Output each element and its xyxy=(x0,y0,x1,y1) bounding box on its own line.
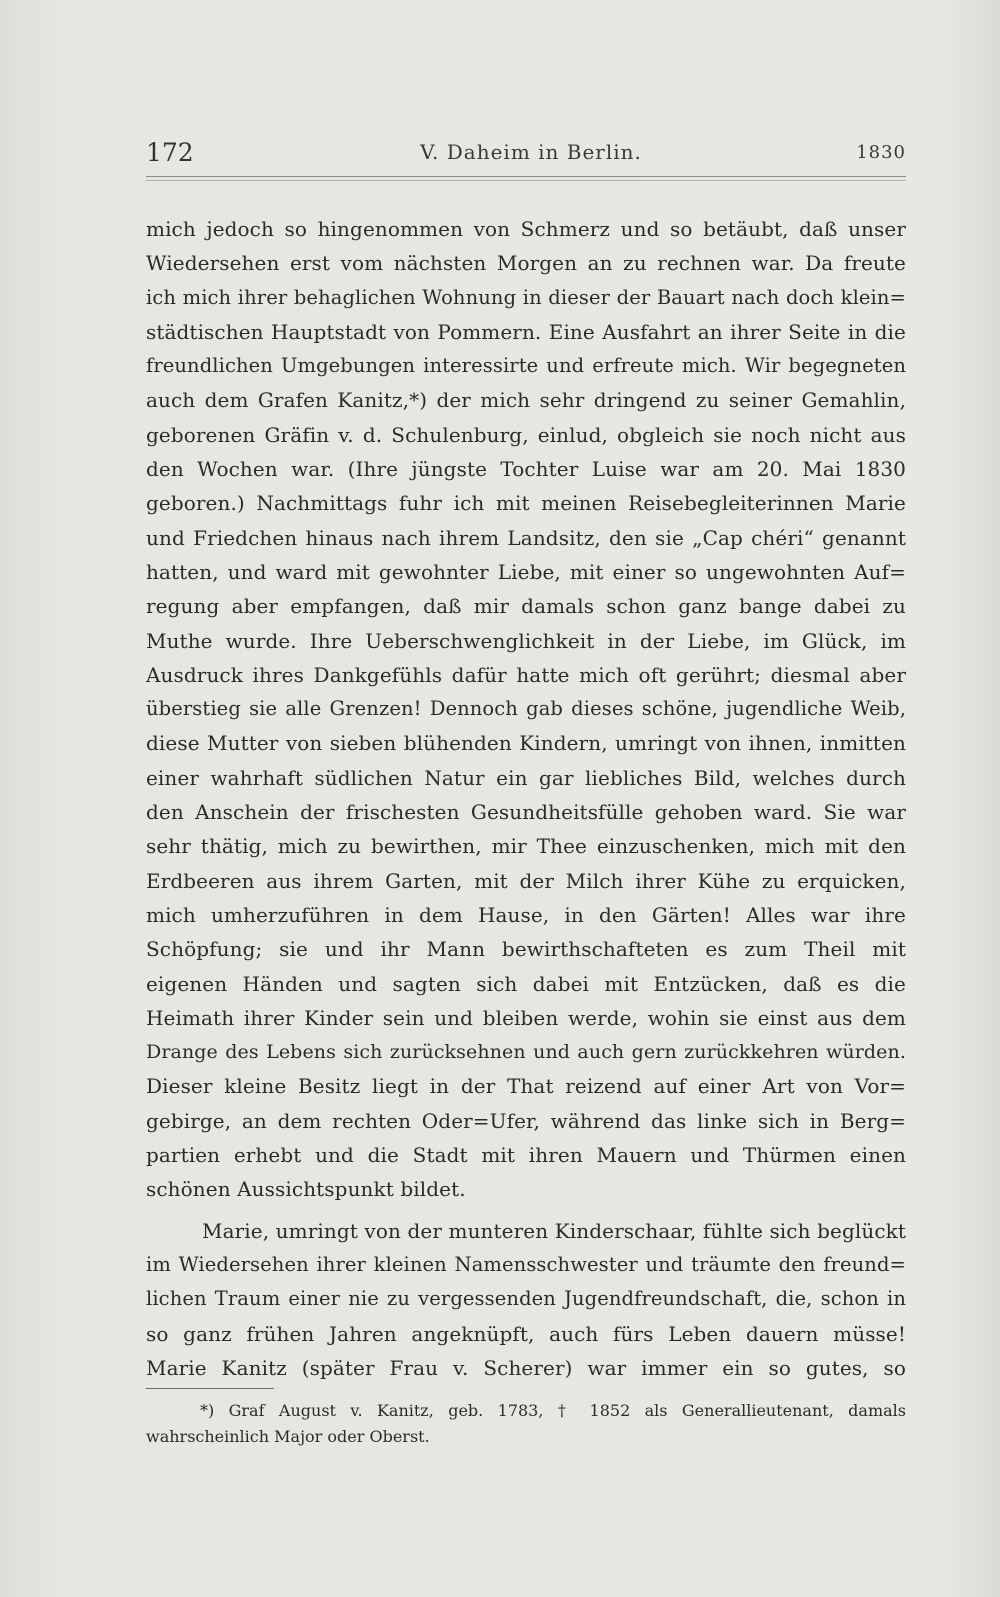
text-line: einer wahrhaft südlichen Natur ein gar liebliches Bild, welches durch xyxy=(146,765,906,790)
text-line: lichen Traum einer nie zu vergessenden Jugendfreundschaft, die, schon in xyxy=(146,1287,906,1311)
text-line: Schöpfung; sie und ihr Mann bewirthschafteten es zum Theil mit xyxy=(146,937,906,962)
paragraph-1 xyxy=(146,212,906,1207)
text-line: Ausdruck ihres Dankgefühls dafür hatte mich oft gerührt; diesmal aber xyxy=(146,662,906,687)
text-line: partien erhebt und die Stadt mit ihren Mauern und Thürmen einen xyxy=(146,1143,906,1168)
footnote xyxy=(146,1398,906,1450)
footnote-line: wahrscheinlich Major oder Oberst. xyxy=(146,1427,430,1446)
text-line: überstieg sie alle Grenzen! Dennoch gab dieses schöne, jugendliche Weib, xyxy=(146,697,906,721)
text-line: gebirge, an dem rechten Oder=Ufer, während das linke sich in Berg= xyxy=(146,1108,906,1133)
text-line: regung aber empfangen, daß mir damals schon ganz bange dabei zu xyxy=(146,594,906,619)
running-header xyxy=(146,134,906,174)
text-line: Dieser kleine Besitz liegt in der That reizend auf einer Art von Vor= xyxy=(146,1074,906,1099)
text-line: den Wochen war. (Ihre jüngste Tochter Luise war am 20. Mai 1830 xyxy=(146,457,906,482)
text-line: sehr thätig, mich zu bewirthen, mir Thee einzuschenken, mich mit den xyxy=(146,834,906,859)
text-line: städtischen Hauptstadt von Pommern. Eine Ausfahrt an ihrer Seite in die xyxy=(146,319,906,344)
text-line: und Friedchen hinaus nach ihrem Landsitz, den sie „Cap chéri“ genannt xyxy=(146,525,906,550)
header-year: 1830 xyxy=(856,142,906,163)
text-line: geborenen Gräfin v. d. Schulenburg, einlud, obgleich sie noch nicht aus xyxy=(146,422,906,447)
text-line: mich umherzuführen in dem Hause, in den Gärten! Alles war ihre xyxy=(146,902,906,927)
paragraph-2 xyxy=(146,1214,906,1385)
running-title: V. Daheim in Berlin. xyxy=(420,140,642,164)
text-line: mich jedoch so hingenommen von Schmerz und so betäubt, daß unser xyxy=(146,217,906,241)
text-line: auch dem Grafen Kanitz,*) der mich sehr dringend zu seiner Gemahlin, xyxy=(146,388,906,413)
text-line: diese Mutter von sieben blühenden Kindern, umringt von ihnen, inmitten xyxy=(146,731,906,756)
text-line: Heimath ihrer Kinder sein und bleiben werde, wohin sie einst aus dem xyxy=(146,1005,906,1030)
text-line: Muthe wurde. Ihre Ueberschwenglichkeit in der Liebe, im Glück, im xyxy=(146,628,906,653)
header-rule xyxy=(146,176,906,177)
text-line: schönen Aussichtspunkt bildet. xyxy=(146,1177,466,1202)
text-line: eigenen Händen und sagten sich dabei mit Entzücken, daß es die xyxy=(146,971,906,996)
text-line: Drange des Lebens sich zurücksehnen und auch gern zurückkehren würden. xyxy=(146,1041,906,1064)
text-line: geboren.) Nachmittags fuhr ich mit meinen Reisebegleiterinnen Marie xyxy=(146,491,906,516)
footnote-line: *) Graf August v. Kanitz, geb. 1783, † 1852 als Generallieutenant, damals xyxy=(200,1401,906,1420)
text-line: Marie, umringt von der munteren Kinderschaar, fühlte sich beglückt xyxy=(202,1218,906,1243)
text-line: freundlichen Umgebungen interessirte und erfreute mich. Wir begegneten xyxy=(146,354,906,378)
body-text xyxy=(146,212,906,1385)
text-line: Wiedersehen erst vom nächsten Morgen an zu rechnen war. Da freute xyxy=(146,251,906,276)
text-line: hatten, und ward mit gewohnter Liebe, mit einer so ungewohnten Auf= xyxy=(146,559,906,584)
text-line: Marie Kanitz (später Frau v. Scherer) war immer ein so gutes, so xyxy=(146,1355,906,1380)
text-line: im Wiedersehen ihrer kleinen Namensschwester und träumte den freund= xyxy=(146,1252,906,1276)
text-line: ich mich ihrer behaglichen Wohnung in dieser der Bauart nach doch klein= xyxy=(146,285,906,309)
text-line: so ganz frühen Jahren angeknüpft, auch fürs Leben dauern müsse! xyxy=(146,1321,906,1346)
header-rule-secondary xyxy=(146,180,906,181)
text-line: den Anschein der frischesten Gesundheitsfülle gehoben ward. Sie war xyxy=(146,800,906,825)
page-number: 172 xyxy=(146,138,194,167)
text-line: Erdbeeren aus ihrem Garten, mit der Milch ihrer Kühe zu erquicken, xyxy=(146,868,906,893)
footnote-rule xyxy=(146,1388,274,1389)
paragraph-gap xyxy=(146,1207,906,1214)
